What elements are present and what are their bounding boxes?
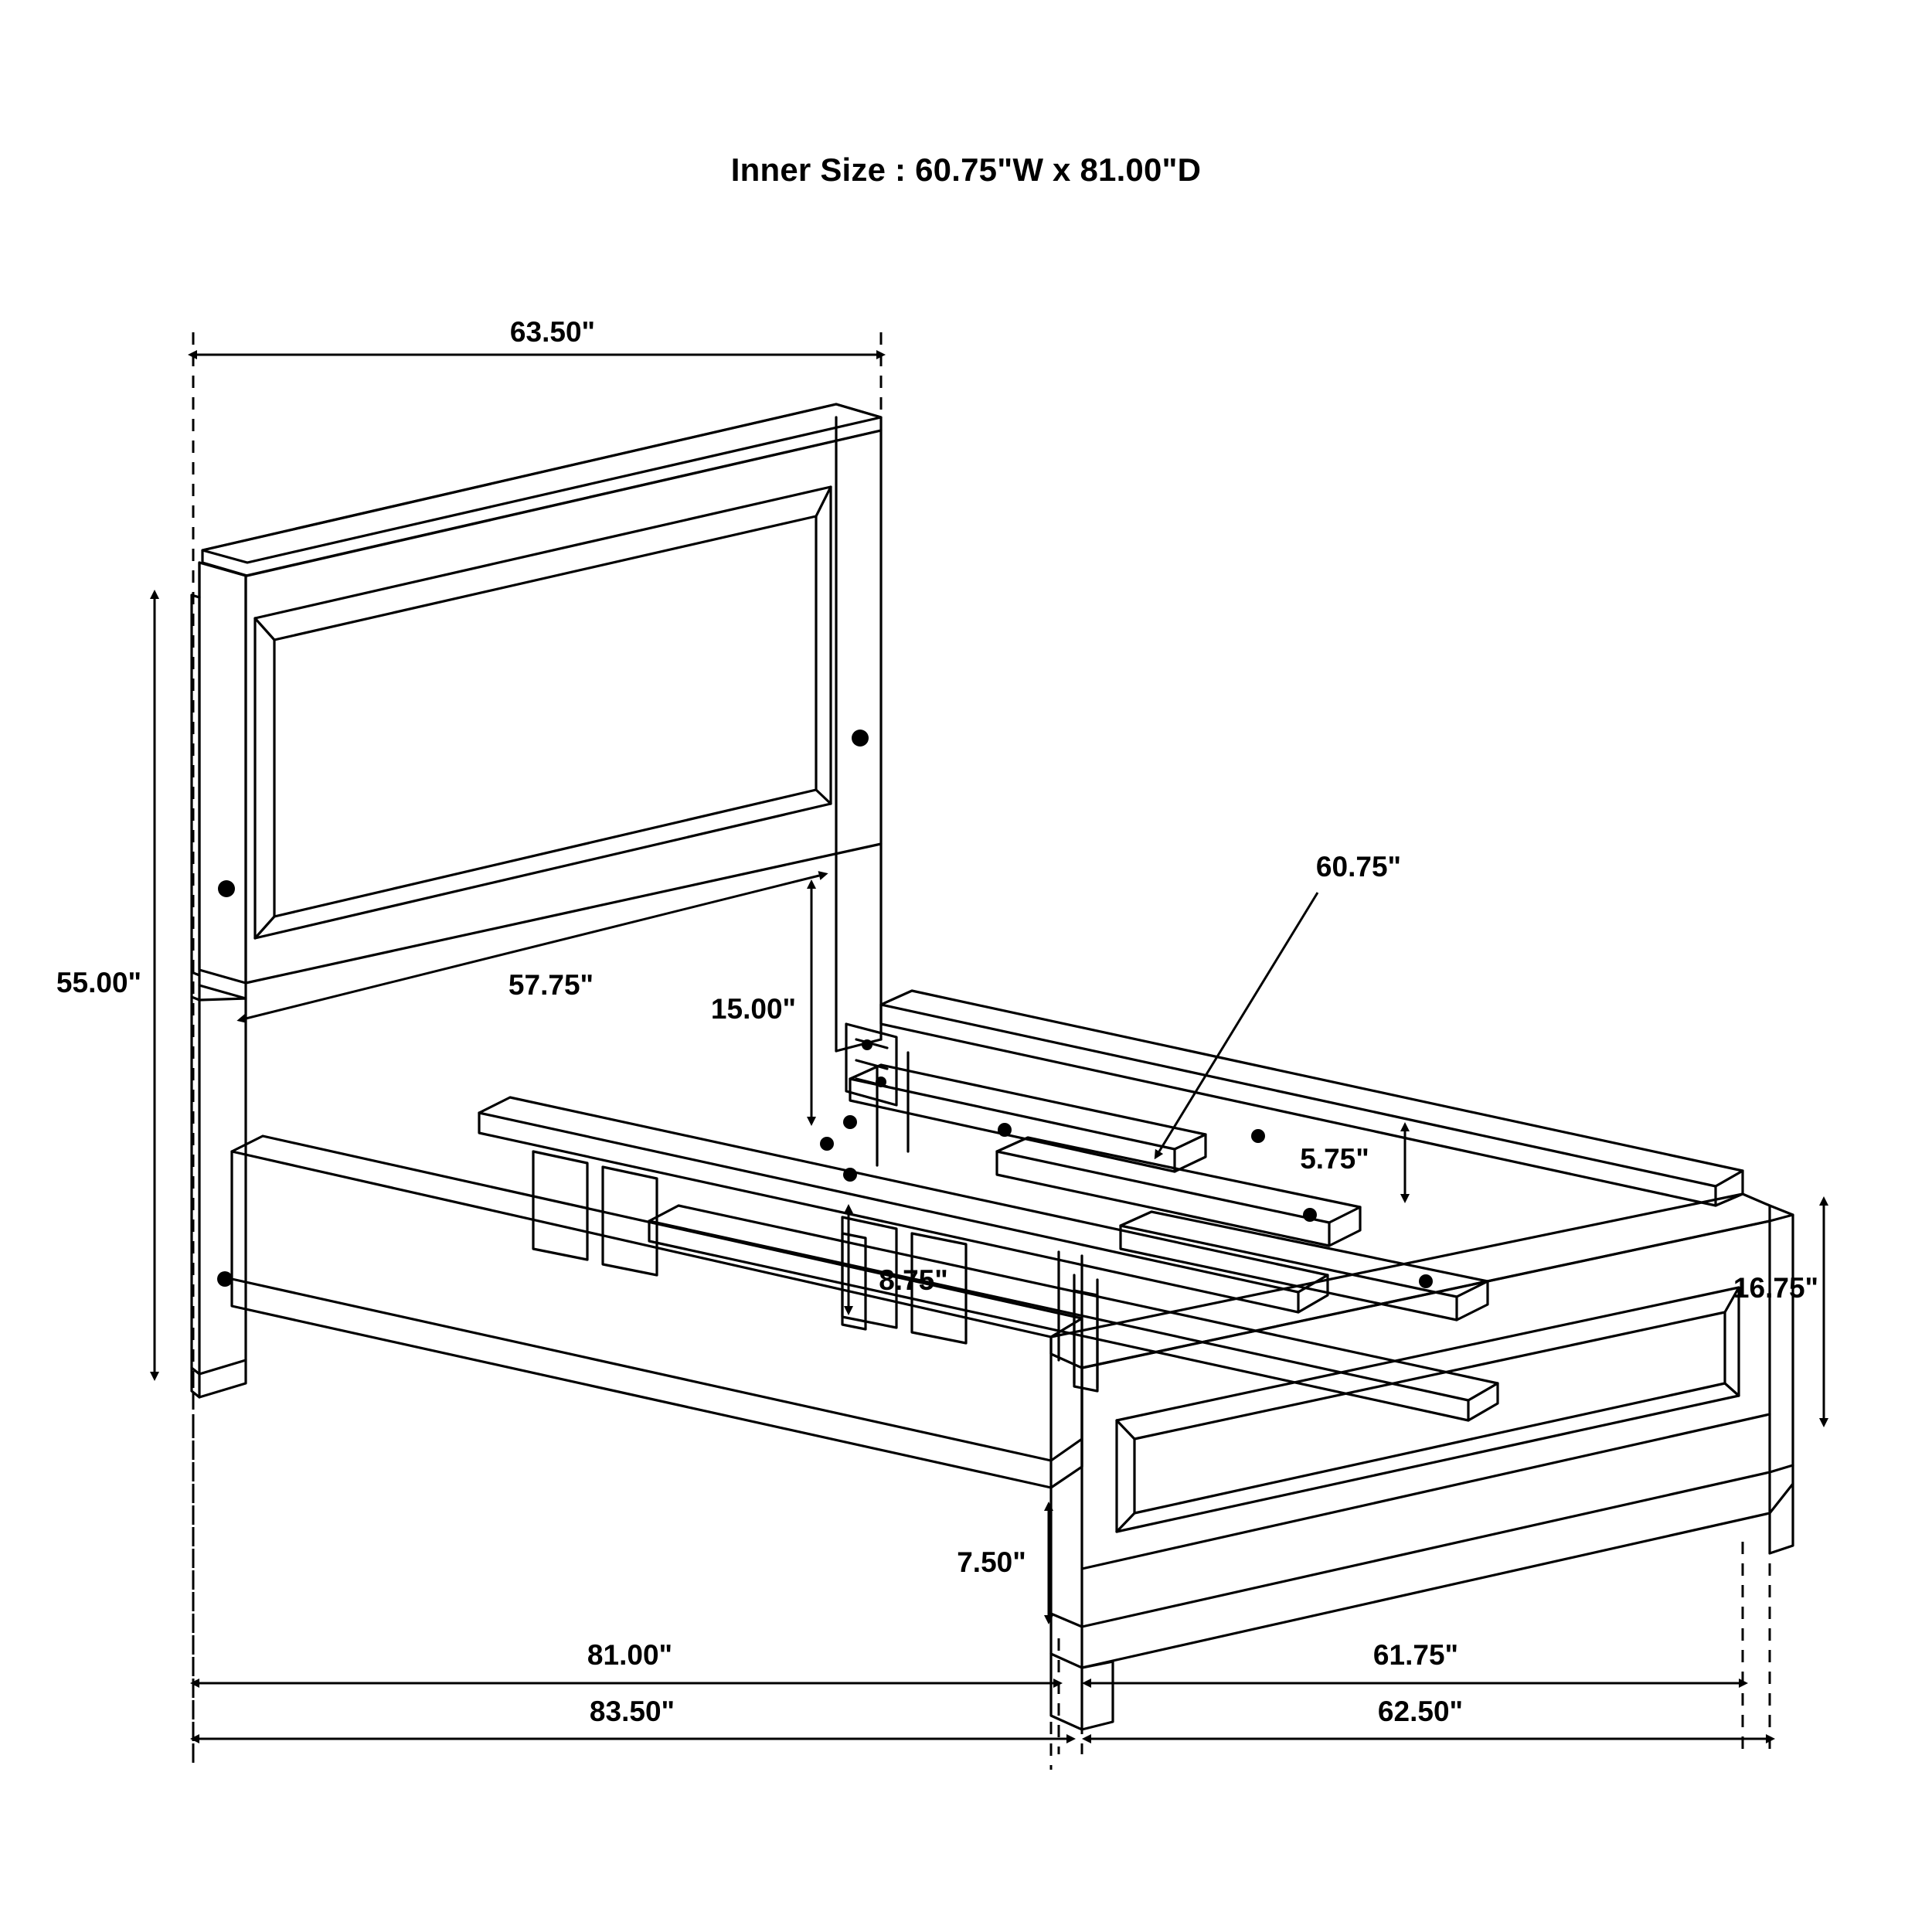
- dim-overall-height: 55.00": [56, 967, 142, 998]
- page-title: Inner Size : 60.75"W x 81.00"D: [730, 151, 1202, 188]
- dim-inner-length: 81.00": [587, 1639, 673, 1671]
- dim-slat-thickness: 5.75": [1300, 1143, 1369, 1175]
- dim-footboard-ground-clearance: 7.50": [957, 1546, 1026, 1578]
- dim-overall-length: 83.50": [589, 1696, 675, 1727]
- dim-footboard-overall-width: 62.50": [1377, 1696, 1464, 1727]
- dim-headboard-inner-width: 57.75": [508, 969, 594, 1001]
- dim-footboard-height: 16.75": [1733, 1272, 1819, 1304]
- dim-rail-to-slat-height: 15.00": [710, 993, 797, 1025]
- dim-headboard-width: 63.50": [509, 316, 596, 348]
- dim-slat-clearance: 8.75": [879, 1264, 948, 1296]
- dim-slat-width: 60.75": [1315, 851, 1402, 883]
- dim-footboard-inner-width: 61.75": [1372, 1639, 1459, 1671]
